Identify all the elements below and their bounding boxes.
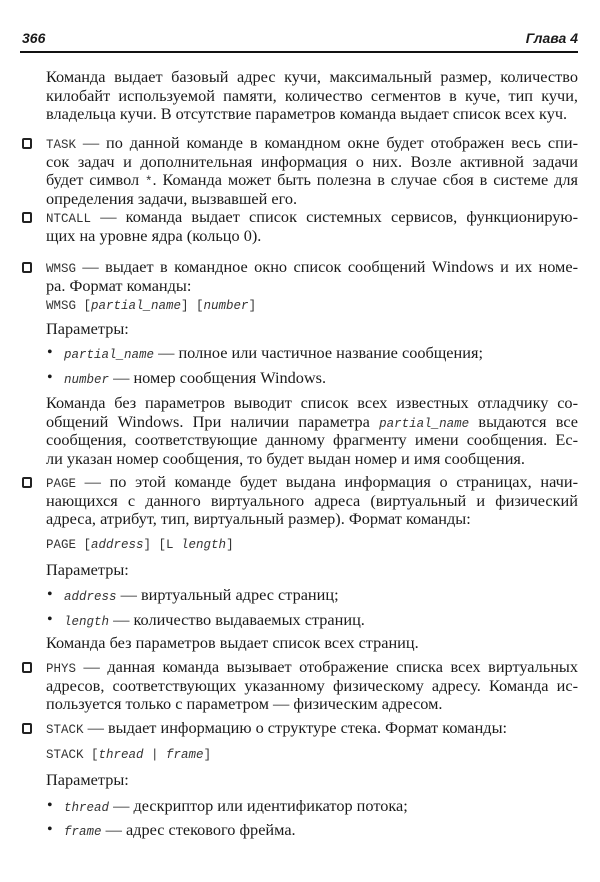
parameter-bullet	[47, 368, 578, 388]
parameter-name: thread	[64, 801, 110, 815]
text-segment: — данная команда вызывает отображение списка всех виртуальных	[76, 657, 578, 676]
text-segment: пользуется только с параметром — физическим адресом.	[46, 694, 443, 713]
text-line	[46, 719, 578, 738]
parameter-name: frame	[64, 825, 102, 839]
paragraph	[46, 394, 578, 468]
text-line	[46, 695, 578, 714]
bullet-dot-icon: •	[47, 797, 53, 814]
text-line	[46, 295, 578, 314]
text-segment: Параметры:	[46, 770, 129, 789]
code-text: TASK	[46, 138, 77, 152]
command-list-item	[46, 134, 578, 208]
paragraph	[46, 320, 578, 339]
text-line	[64, 797, 578, 816]
code-text: WMSG [	[46, 299, 92, 313]
checkbox-bullet-icon	[22, 662, 32, 673]
text-line	[64, 369, 578, 388]
text-line	[64, 611, 578, 630]
parameter-name: partial_name	[379, 416, 470, 431]
text-line	[46, 534, 578, 553]
text-line	[46, 190, 578, 209]
parameter-bullet	[47, 585, 578, 605]
text-line	[46, 771, 578, 790]
text-segment: адреса, атрибут, тип, виртуальный размер). Формат команды:	[46, 509, 471, 528]
command-syntax	[46, 744, 578, 763]
text-segment: — команда выдает список системных сервисов, функционирую-	[91, 207, 578, 226]
code-text: ]	[203, 748, 212, 762]
text-line	[46, 492, 578, 511]
text-line	[46, 450, 578, 469]
text-line	[46, 510, 578, 529]
bullet-dot-icon: •	[47, 369, 53, 386]
code-text: ] [L	[143, 538, 182, 552]
text-segment: — по данной команде в командном окне будет отображен весь спи-	[76, 133, 578, 152]
code-text: ] [	[181, 299, 204, 313]
text-segment: сообщения, соответствующие данному фрагменту имени сообщения. Ес-	[46, 430, 578, 449]
text-segment: — по этой команде будет выдана информация о страницах, начи-	[76, 472, 578, 491]
chapter-title: Глава 4	[525, 30, 578, 46]
text-segment: адресов, соответствующих указанному физическому адресу. Команда ис-	[46, 675, 578, 695]
header-rule	[20, 51, 578, 53]
bullet-dot-icon: •	[47, 611, 53, 628]
text-line	[46, 153, 578, 172]
text-line	[46, 227, 578, 246]
command-list-item	[46, 658, 578, 714]
page-number: 366	[22, 30, 46, 46]
checkbox-bullet-icon	[22, 138, 32, 149]
code-text: STACK [	[46, 748, 99, 762]
code-text: STACK	[46, 723, 84, 737]
text-segment: Параметры:	[46, 560, 129, 579]
command-list-item	[46, 473, 578, 529]
command-syntax	[46, 534, 578, 553]
text-line	[46, 658, 578, 677]
paragraph	[46, 634, 578, 653]
text-segment: ли указан номер сообщения, то будет выдан номер и имя сообщения.	[46, 448, 525, 468]
text-segment: определения задачи, вызвавшей его.	[46, 188, 298, 208]
parameter-name: address	[91, 538, 144, 552]
parameter-bullet	[47, 796, 578, 816]
text-line	[46, 413, 578, 432]
code-text: NTCALL	[46, 212, 92, 226]
command-list-item	[46, 208, 578, 245]
text-line	[64, 344, 578, 363]
text-segment: Параметры:	[46, 319, 129, 338]
bullet-dot-icon: •	[47, 586, 53, 603]
text-segment: будет символ	[46, 170, 146, 189]
paragraph	[46, 68, 578, 124]
text-line	[46, 171, 578, 190]
text-segment: килобайт используемой памяти, количество сегментов в куче, тип кучи,	[46, 85, 578, 105]
text-segment: — дескриптор или идентификатор потока;	[109, 796, 408, 815]
code-text: ]	[248, 299, 257, 313]
code-text: PAGE	[46, 477, 77, 491]
text-line	[64, 586, 578, 605]
checkbox-bullet-icon	[22, 723, 32, 734]
text-segment: Команда выдает базовый адрес кучи, максимальный размер, количество	[46, 67, 578, 86]
text-segment: сок задач и дополнительная информация о них. Возле активной задачи	[46, 151, 578, 171]
text-line	[46, 68, 578, 87]
checkbox-bullet-icon	[22, 212, 32, 223]
bullet-dot-icon: •	[47, 344, 53, 361]
text-line	[46, 677, 578, 696]
checkbox-bullet-icon	[22, 477, 32, 488]
parameter-bullet	[47, 610, 578, 630]
parameter-name: address	[64, 590, 117, 604]
text-line	[46, 277, 578, 296]
bullet-dot-icon: •	[47, 821, 53, 838]
text-line	[46, 744, 578, 763]
text-segment: общений Windows. При наличии параметра	[46, 411, 380, 431]
parameter-bullet	[47, 820, 578, 840]
parameter-bullet	[47, 343, 578, 363]
text-line	[46, 134, 578, 153]
text-segment: — выдает информацию о структуре стека. Формат команды:	[83, 718, 508, 737]
command-syntax	[46, 295, 578, 314]
parameter-name: number	[64, 373, 110, 387]
text-segment: — полное или частичное название сообщения;	[154, 343, 483, 362]
text-segment: — адрес стекового фрейма.	[101, 820, 296, 839]
command-list-item	[46, 719, 578, 738]
text-segment: щих на уровне ядра (кольцо 0).	[46, 225, 262, 245]
text-segment: ра. Формат команды:	[46, 275, 192, 295]
code-text: ]	[226, 538, 234, 552]
code-text: PAGE [	[46, 538, 92, 552]
text-segment: Команда без параметров выдает список всех страниц.	[46, 633, 419, 652]
paragraph	[46, 771, 578, 790]
text-segment: — виртуальный адрес страниц;	[116, 585, 339, 604]
text-segment: Команда без параметров выводит список всех известных отладчику со-	[46, 393, 578, 412]
parameter-name: number	[203, 299, 249, 313]
text-segment: владельца кучи. В отсутствие параметров команда выдает список всех куч.	[46, 104, 568, 123]
text-line	[46, 320, 578, 339]
command-list-item	[46, 258, 578, 295]
text-line	[46, 258, 578, 277]
text-segment: — выдает в командное окно список сообщений Windows и их номе-	[76, 257, 578, 276]
code-text: PHYS	[46, 662, 77, 676]
text-segment: выдаются все	[469, 411, 578, 431]
code-text: WMSG	[46, 262, 77, 276]
parameter-name: partial_name	[64, 348, 155, 362]
text-line	[46, 431, 578, 450]
parameter-name: length	[64, 615, 110, 629]
parameter-name: thread	[98, 748, 144, 762]
text-line	[46, 473, 578, 492]
code-text: *	[145, 175, 153, 189]
text-segment: — количество выдаваемых страниц.	[109, 610, 365, 629]
text-segment: нающихся с данного виртуального адреса (виртуальный и физический	[46, 490, 578, 510]
text-line	[46, 634, 578, 653]
text-line	[46, 208, 578, 227]
parameter-name: frame	[166, 748, 204, 762]
parameter-name: length	[181, 538, 227, 552]
text-segment: . Команда может быть полезна в случае сбоя в системе для	[152, 170, 578, 189]
text-line	[46, 561, 578, 580]
checkbox-bullet-icon	[22, 262, 32, 273]
text-line	[46, 394, 578, 413]
text-segment: — номер сообщения Windows.	[109, 368, 327, 387]
text-line	[46, 105, 578, 124]
parameter-name: partial_name	[91, 299, 182, 313]
code-text: |	[143, 748, 167, 762]
text-line	[46, 87, 578, 106]
text-line	[64, 821, 578, 840]
paragraph	[46, 561, 578, 580]
